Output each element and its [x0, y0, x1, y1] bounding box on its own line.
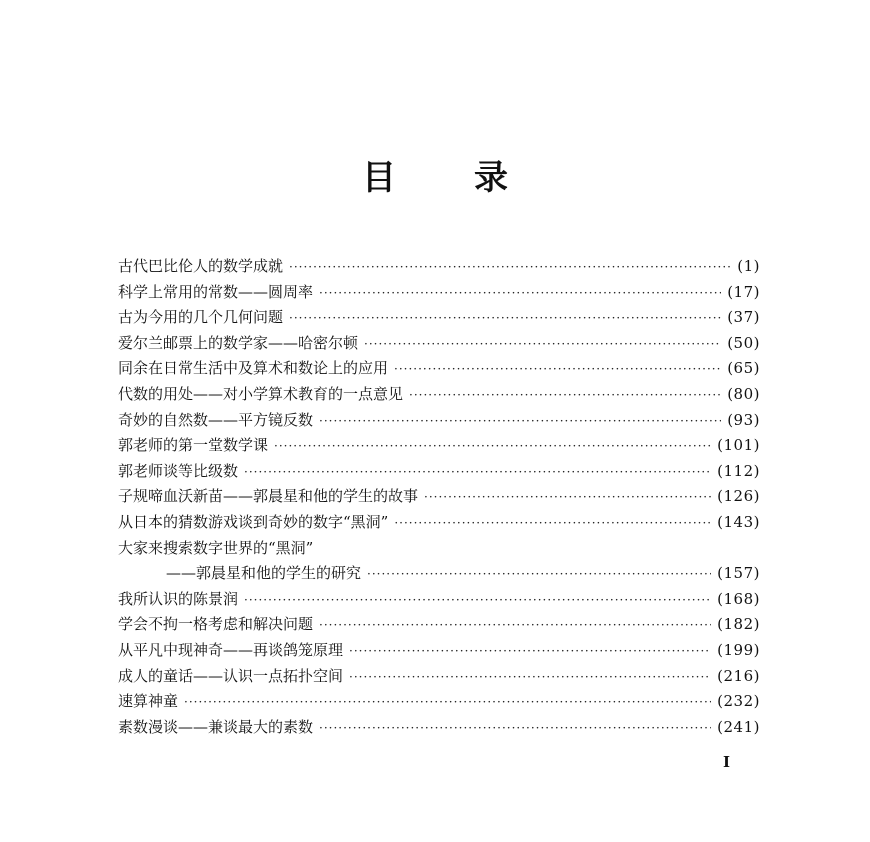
dot-leader	[244, 460, 711, 486]
dot-leader	[244, 588, 711, 614]
toc-entry[interactable]	[118, 484, 760, 510]
toc-entry-page: (37)	[727, 308, 760, 327]
toc-entry[interactable]	[118, 280, 760, 306]
toc-entry-title: 郭老师谈等比级数	[118, 461, 239, 480]
toc-entry-title: 大家来搜索数字世界的“黑洞”	[118, 538, 314, 557]
toc-entry[interactable]	[118, 459, 760, 485]
dot-leader	[349, 639, 711, 665]
dot-leader	[289, 255, 731, 281]
toc-entry-title: 子规啼血沃新苗——郭晨星和他的学生的故事	[118, 487, 419, 506]
toc-entry-title: 古为今用的几个几何问题	[118, 308, 284, 327]
toc-entry-page: (216)	[717, 666, 760, 685]
toc-entry-title: 从日本的猜数游戏谈到奇妙的数字“黑洞”	[118, 512, 389, 531]
dot-leader	[349, 665, 711, 691]
toc-entry[interactable]	[118, 433, 760, 459]
dot-leader	[367, 562, 711, 588]
dot-leader	[319, 613, 711, 639]
toc-entry-page: (112)	[717, 461, 760, 480]
toc-entry-page: (241)	[717, 717, 760, 736]
toc-entry-title: 我所认识的陈景润	[118, 589, 239, 608]
dot-leader	[289, 306, 721, 332]
page-title	[0, 150, 870, 199]
toc-list	[118, 254, 760, 740]
toc-entry-title: 学会不拘一格考虑和解决问题	[118, 615, 314, 634]
toc-entry[interactable]	[118, 715, 760, 741]
page-number: I	[723, 753, 731, 771]
toc-entry-title: 素数漫谈——兼谈最大的素数	[118, 717, 314, 736]
toc-entry-subtitle: ——郭晨星和他的学生的研究	[166, 564, 362, 583]
title-char-2: 录	[474, 158, 508, 198]
dot-leader	[319, 409, 721, 435]
toc-entry-page: (168)	[717, 589, 760, 608]
toc-entry-page: (80)	[727, 384, 760, 403]
toc-entry-title: 爱尔兰邮票上的数学家——哈密尔顿	[118, 333, 359, 352]
toc-entry-page: (1)	[737, 257, 760, 275]
dot-leader	[184, 690, 711, 716]
toc-entry-title: 代数的用处——对小学算术教育的一点意见	[118, 384, 404, 403]
dot-leader	[364, 332, 721, 358]
dot-leader	[394, 357, 721, 383]
toc-entry[interactable]	[118, 689, 760, 715]
toc-entry-page: (126)	[717, 487, 760, 506]
toc-entry[interactable]	[118, 356, 760, 382]
dot-leader	[274, 434, 711, 460]
toc-entry-page: (101)	[717, 436, 760, 455]
toc-entry[interactable]	[118, 612, 760, 638]
toc-entry-title: 同余在日常生活中及算术和数论上的应用	[118, 359, 389, 378]
toc-entry-page: (143)	[717, 512, 760, 531]
toc-entry-continuation[interactable]	[118, 561, 760, 587]
toc-entry-page: (50)	[727, 333, 760, 352]
title-char-1: 目	[362, 158, 396, 198]
toc-entry[interactable]	[118, 510, 760, 536]
toc-entry-page: (199)	[717, 640, 760, 659]
toc-entry-page: (157)	[717, 564, 760, 583]
toc-entry-title: 郭老师的第一堂数学课	[118, 436, 269, 455]
toc-entry-title: 成人的童话——认识一点拓扑空间	[118, 666, 344, 685]
toc-entry-page: (17)	[727, 282, 760, 301]
toc-entry[interactable]	[118, 664, 760, 690]
toc-entry[interactable]	[118, 331, 760, 357]
toc-entry-title: 从平凡中现神奇——再谈鸽笼原理	[118, 640, 344, 659]
toc-entry-title: 科学上常用的常数——圆周率	[118, 282, 314, 301]
toc-entry-title: 奇妙的自然数——平方镜反数	[118, 410, 314, 429]
toc-entry-title: 古代巴比伦人的数学成就	[118, 257, 284, 275]
dot-leader	[394, 511, 711, 537]
dot-leader	[319, 716, 711, 742]
toc-entry-title: 速算神童	[118, 692, 179, 711]
toc-entry-page: (65)	[727, 359, 760, 378]
toc-entry[interactable]	[118, 305, 760, 331]
toc-entry-page: (232)	[717, 692, 760, 711]
toc-entry-page: (182)	[717, 615, 760, 634]
toc-entry-page: (93)	[727, 410, 760, 429]
dot-leader	[319, 281, 721, 307]
toc-entry[interactable]	[118, 254, 760, 280]
toc-entry[interactable]	[118, 536, 760, 562]
toc-entry[interactable]	[118, 408, 760, 434]
toc-entry[interactable]	[118, 587, 760, 613]
dot-leader	[424, 485, 711, 511]
toc-entry[interactable]	[118, 638, 760, 664]
toc-entry[interactable]	[118, 382, 760, 408]
dot-leader	[409, 383, 721, 409]
